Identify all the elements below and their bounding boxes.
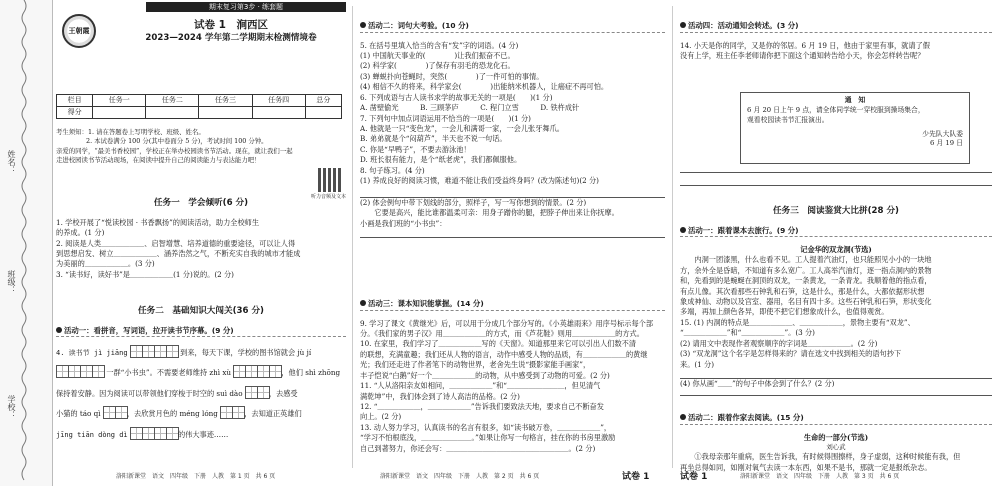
qr-caption: 听力音频及文本 [310, 194, 346, 200]
score-cell[interactable] [199, 107, 252, 119]
column-page-3 [680, 0, 992, 486]
reading-1-title: 记金华的双龙洞(节选) [800, 244, 872, 254]
question-4-line-5 [56, 427, 346, 443]
header-banner: 期末复习第3步 · 练套题 [146, 2, 346, 12]
score-header-cell: 总分 [305, 95, 341, 107]
activity-3-text: 活动三：课本知识能掌握。(14 分) [368, 299, 484, 309]
writing-boxes[interactable] [56, 365, 104, 381]
reading-2-author: 刘心武 [826, 442, 846, 451]
question-7-b: B. 弟弟就是个“闷葫芦”，半天也不说一句话。 [360, 134, 507, 144]
task-1-section [56, 188, 346, 280]
writing-boxes[interactable] [103, 406, 127, 422]
exam-mark-right: 试卷 1 [622, 471, 650, 482]
question-7-c: C. 你是“早鸭子”，不要去游泳池！ [360, 144, 471, 154]
page-footer-3: 洛阳新课堂 语文 四年级 下册 人教 第 3 页 共 6 页 [740, 473, 900, 481]
question-5-3: (3) 蝉蜕扑向苍蝇时，突然( )了一件可怕的事情。 [360, 71, 544, 81]
task-3-activity-1-text: 活动一：跟着课本去旅行。(9 分) [688, 225, 799, 235]
column-divider [672, 6, 673, 468]
q4-text: ，去感受 [268, 388, 298, 398]
task-2-section [56, 296, 346, 443]
binding-margin [0, 0, 53, 486]
score-header-cell: 任务四 [252, 95, 305, 107]
bullet-icon [360, 22, 366, 28]
wave-line-decoration [20, 0, 28, 486]
question-1-cont: 的养成。(1 分) [56, 228, 105, 238]
activity-1-text: 活动一：看拼音，写词语，拉开读书节序幕。(9 分) [64, 325, 234, 335]
activity-2-heading [360, 21, 665, 33]
activity-4-heading [680, 21, 992, 33]
task-3-activity-2-heading [680, 413, 992, 425]
task-3-section [680, 196, 992, 396]
question-15-1-cont: “＿＿＿＿＿＿”和“＿＿＿＿＿＿”。(3 分) [680, 328, 815, 338]
question-12-cont: 向上。(2 分) [360, 412, 402, 422]
answer-line[interactable] [680, 172, 992, 173]
q4-text: 一群“小书虫”。不需要老师维持 zhì xù [106, 368, 232, 378]
answer-line[interactable] [360, 187, 665, 198]
question-10-cont: 的联想，充满童趣；我们还从人物的语言，动作中感受人物的品质，有＿＿＿＿＿＿的黄继 [360, 349, 648, 359]
question-2-end: 为美丽的＿＿＿＿＿＿。(3 分) [56, 259, 155, 269]
task-2-heading: 任务二 基础知识大闯关(36 分) [138, 305, 264, 316]
bullet-icon [680, 227, 686, 233]
q4-pinyin: jīng tiān dòng dì [56, 430, 128, 439]
activity-4-text: 活动四：活动通知会转述。(3 分) [688, 21, 799, 31]
question-8-example: 它要是高兴，能比谁都温柔可亲：用身子蹭你的腿，把脖子伸出来让你抚摩。 [360, 208, 619, 218]
q4-text: 的伟大事迹…… [177, 429, 229, 439]
exam-title: 试卷 1 涧西区 [194, 19, 268, 31]
q4-pinyin: 4. 读书节 jì jiāng [56, 348, 128, 357]
question-13-cont: “学习不怕根底浅，＿＿＿＿＿＿＿。”如果让你写一句格言，挂在你的书房里激励 [360, 433, 616, 443]
reading-2-text: 再坐总得如同，如刚对氧气去读一本东西，如果不是书，那就一定是报纸杂志。 [680, 462, 932, 472]
answer-line[interactable] [680, 370, 992, 379]
binding-class-label: 班级： [7, 270, 16, 294]
question-8-1: (1) 养成良好的阅读习惯，难道不能让我们受益终身吗？(改为陈述句)(2 分) [360, 176, 599, 186]
notice-date: 6 月 19 日 [929, 139, 963, 148]
score-table [56, 94, 342, 119]
question-8: 8. 句子练习。(4 分) [360, 165, 425, 175]
task-3-activity-1-heading [680, 226, 992, 238]
question-10-end: 丰子恺说“白鹅”好一个＿＿＿＿＿＿的动物，从中感受到了动物的可爱。(2 分) [360, 370, 610, 380]
reading-1-text: 内洞一团漆黑，什么也看不见。工人提着汽油灯，也只能照见小小的一块地 [680, 255, 932, 265]
writing-boxes[interactable] [130, 345, 178, 361]
notice-signature: 少先队大队委 [922, 129, 963, 138]
score-header-cell: 任务三 [199, 95, 252, 107]
score-table-header-row [57, 95, 342, 107]
notice-body-1: 6 月 20 日上午 9 点，请全体同学统一穿校服到操场集合， [747, 105, 925, 114]
question-4-line-3 [56, 386, 346, 402]
answer-line[interactable] [680, 389, 992, 396]
question-10-cont: 光；我们还走进了作者笔下的动物世界，老舍先生说“摄影家能手画家”， [360, 360, 591, 370]
page-footer-1: 洛阳新课堂 语文 四年级 下册 人教 第 1 页 共 6 页 [116, 473, 276, 481]
task-3-heading: 任务三 阅读鉴赏大比拼(28 分) [773, 205, 899, 216]
writing-boxes[interactable] [220, 406, 244, 422]
question-5-4: (4) 相信不久的将来，科学家会( )出能纳米机器人，让癌症不再可怕。 [360, 82, 609, 92]
exam-instructions [56, 128, 346, 165]
question-12: 12. “＿＿＿＿＿＿，＿＿＿＿＿＿”告诉我们要致法天地，要求自己不断奋发 [360, 402, 604, 412]
bullet-icon [360, 300, 366, 306]
score-header-cell: 任务一 [93, 95, 146, 107]
bullet-icon [680, 414, 686, 420]
question-2-cont: 到思想启发、树立＿＿＿＿＿＿、涵养浩然之气，不断充实自我的城市才能成 [56, 248, 301, 258]
question-15-3-cont: 来。(1 分) [680, 359, 715, 369]
question-15-1: 15. (1) 内洞的特点是＿＿＿＿＿＿、＿＿＿＿＿＿，景物主要有“双龙”、 [680, 317, 915, 327]
score-cell[interactable] [146, 107, 199, 119]
task-1-heading: 任务一 学会倾听(6 分) [153, 197, 249, 208]
question-7-a: A. 他就是一只“变色龙”，一会儿和满哥一家，一会儿张牙舞爪。 [360, 124, 564, 134]
q4-text: 到来，每天下课，学校的图书馆就会 jù jí [180, 347, 312, 357]
question-13-end: 自己到著努力，你还会写：＿＿＿＿＿＿＿＿＿＿＿＿＿＿＿＿＿。(2 分) [360, 443, 596, 453]
question-8-prompt: 小画是我们班的“小书虫”： [360, 218, 447, 228]
score-row-label: 得分 [57, 107, 93, 119]
question-14: 14. 小天是你的同学，又是你的邻居。6 月 19 日，他由于家里有事，就请了假 [680, 40, 930, 50]
intro-paragraph-1: 亲爱的同学，“最美书香校园”，学校正在举办校园读书节活动。现在，就让我们一起 [56, 146, 293, 155]
question-13: 13. 动人努力学习，认真读书的名言有很多，如“读书破万卷，＿＿＿＿＿＿”， [360, 422, 612, 432]
exam-mark-left: 试卷 1 [680, 471, 708, 482]
question-5: 5. 在括号里填入恰当的含有“发”字的词语。(4 分) [360, 40, 519, 50]
reading-1-text: 象成神仙、动物以及宫室、器用，名目有四十多。这些石钟乳和石笋，形状变化 [680, 296, 932, 306]
intro-paragraph-2: 走进校园读书节活动现场，在阅读中提升自己的阅读能力与表达能力吧！ [56, 155, 261, 164]
question-15-3: (3) “双龙洞”这个名字是怎样得来的？请在选文中找到相关的语句抄下 [680, 349, 902, 359]
reading-1-text: 有点儿像。其次看那些石钟乳和石笋，这是什么，那是什么，大都依据形状想 [680, 286, 925, 296]
reading-2-text: ①我母亲那年重病，医生告诉我，有时候得围擦样，身子虚弱，这种时候能有我，但 [680, 452, 961, 462]
score-header-cell: 任务二 [146, 95, 199, 107]
activity-1-heading [56, 326, 346, 338]
question-4-line-1 [56, 345, 346, 361]
writing-boxes[interactable] [130, 427, 178, 443]
page-footer-2: 洛阳新课堂 语文 四年级 下册 人教 第 2 页 共 6 页 [380, 473, 540, 481]
q4-text: ，他们 shì zhōng [281, 368, 341, 378]
instruction-1: 考生须知：1. 请在答题卷上写明学校、班级、姓名。 [56, 128, 205, 136]
column-divider [352, 6, 353, 468]
question-11-cont: 满乾坤”中，我们体会到了诗人高洁的品格。(2 分) [360, 391, 520, 401]
activity-4-section [680, 14, 992, 61]
question-5-2: (2) 科学家( )了保存有羽毛的恐龙化石。 [360, 61, 515, 71]
question-15-2: (2) 请用文中表现作者观察顺序的字词是＿＿＿＿＿＿。(2 分) [680, 338, 878, 348]
question-8-2: (2) 体会例句中带下划线的部分，照样子，写一写你想到的情景。(2 分) [360, 197, 587, 207]
bullet-icon [680, 22, 686, 28]
answer-line[interactable] [680, 185, 992, 186]
reading-1-text: 多端，再加上颜色各异，即使不把它们想象成什么，也值得观赏。 [680, 307, 889, 317]
question-1: 1. 学校开展了“悦读校园 · 书香飘扬”的阅读活动，助力全校师生 [56, 217, 260, 227]
question-10: 10. 在家里，我们学习了＿＿＿＿＿＿写的《天窗》。知道那里来它可以引出人们数不清 [360, 339, 637, 349]
answer-line[interactable] [360, 229, 665, 238]
exam-subtitle: 2023—2024 学年第二学期期末检测情境卷 [145, 33, 317, 43]
question-14-cont: 没有上学，班主任李老师请你把下面这个通知转告给小天，你会怎样转告呢？ [680, 50, 925, 60]
publisher-logo: 王朝霞 [62, 14, 96, 48]
question-7-d: D. 班长很有能力，是个“纸老虎”，我们都佩服他。 [360, 155, 522, 165]
score-cell[interactable] [252, 107, 305, 119]
reading-1-text: 方，余外全是昏暗，不知道有多么宽广。工人高举汽油灯，逐一指点洞内的景物 [680, 265, 932, 275]
question-4-line-2 [56, 365, 346, 381]
q4-text: ，去知道正英雄们 [244, 409, 302, 419]
activity-2-text: 活动二：词句大考验。(10 分) [368, 21, 469, 31]
question-6-options: A. 凿壁偷光 B. 三顾茅庐 C. 程门立雪 D. 铁杵成针 [360, 103, 580, 113]
activity-2-section [360, 14, 665, 238]
question-9: 9. 学习了课文《黄继光》后，可以用于分成几个部分写的。《小英雄雨来》用序号标示每个部 [360, 318, 654, 328]
binding-name-label: 姓名： [7, 150, 16, 174]
binding-school-label: 学校： [7, 395, 16, 419]
instruction-2: 2. 本试卷满分 100 分(其中卷面分 5 分)，考试时间 100 分钟。 [86, 137, 268, 146]
question-11: 11. “人从洛阳亲友如相问，＿＿＿＿＿＿”和“＿＿＿＿＿＿＿＿，但见清气 [360, 381, 601, 391]
question-2: 2. 阅读是人类＿＿＿＿＿＿、启智增慧、培养道德的重要途径，可以让人得 [56, 238, 296, 248]
score-cell[interactable] [305, 107, 341, 119]
q4-text: ，去欣赏月色的 méng lóng [126, 409, 218, 419]
writing-boxes[interactable] [245, 386, 269, 402]
q4-text: 保持着安静。因为阅读可以带领他们穿梭于时空的 suì dào [56, 388, 243, 398]
question-9-cont: 分。《我们家的男子汉》用＿＿＿＿＿＿的方式，而《芦花鞋》则用＿＿＿＿＿＿的方式。 [360, 328, 644, 338]
question-7: 7. 下列句中加点词语运用不恰当的一项是( )(1 分) [360, 113, 531, 123]
notice-body-2: 观看校园读书节汇报演出。 [747, 115, 829, 124]
reading-1-text: 和，先看到的是蜿蜒在洞顶的双龙，一条黄龙，一条青龙。我顺着他的指点看， [680, 276, 932, 286]
q4-text: 小猫的 táo qì [56, 409, 101, 419]
question-5-1: (1) 中国航天事业的( )让我们振奋不已。 [360, 50, 515, 60]
question-15-4: (4) 你从画“＿＿”的句子中体会到了什么？(2 分) [680, 379, 835, 389]
task-3-activity-2-section [680, 406, 992, 473]
task-3-activity-2-text: 活动二：跟着作家去阅读。(15 分) [688, 413, 804, 423]
question-3: 3. “读书好，读好书”是＿＿＿＿＿＿(1 分)说的。(2 分) [56, 269, 234, 279]
notice-title: 通 知 [844, 96, 866, 104]
question-6: 6. 下列成语与古人读书求学的故事无关的一项是( )(1 分) [360, 92, 553, 102]
score-cell[interactable] [93, 107, 146, 119]
score-header-cell: 栏目 [57, 95, 93, 107]
activity-3-section [360, 292, 665, 454]
reading-2-title: 生命的一部分(节选) [803, 432, 869, 442]
writing-boxes[interactable] [233, 365, 281, 381]
notice-box [740, 92, 970, 164]
score-table-row [57, 107, 342, 119]
bullet-icon [56, 327, 62, 333]
column-page-2 [360, 0, 665, 486]
question-4-line-4 [56, 406, 346, 422]
column-page-1 [56, 0, 346, 486]
activity-3-heading [360, 299, 665, 311]
